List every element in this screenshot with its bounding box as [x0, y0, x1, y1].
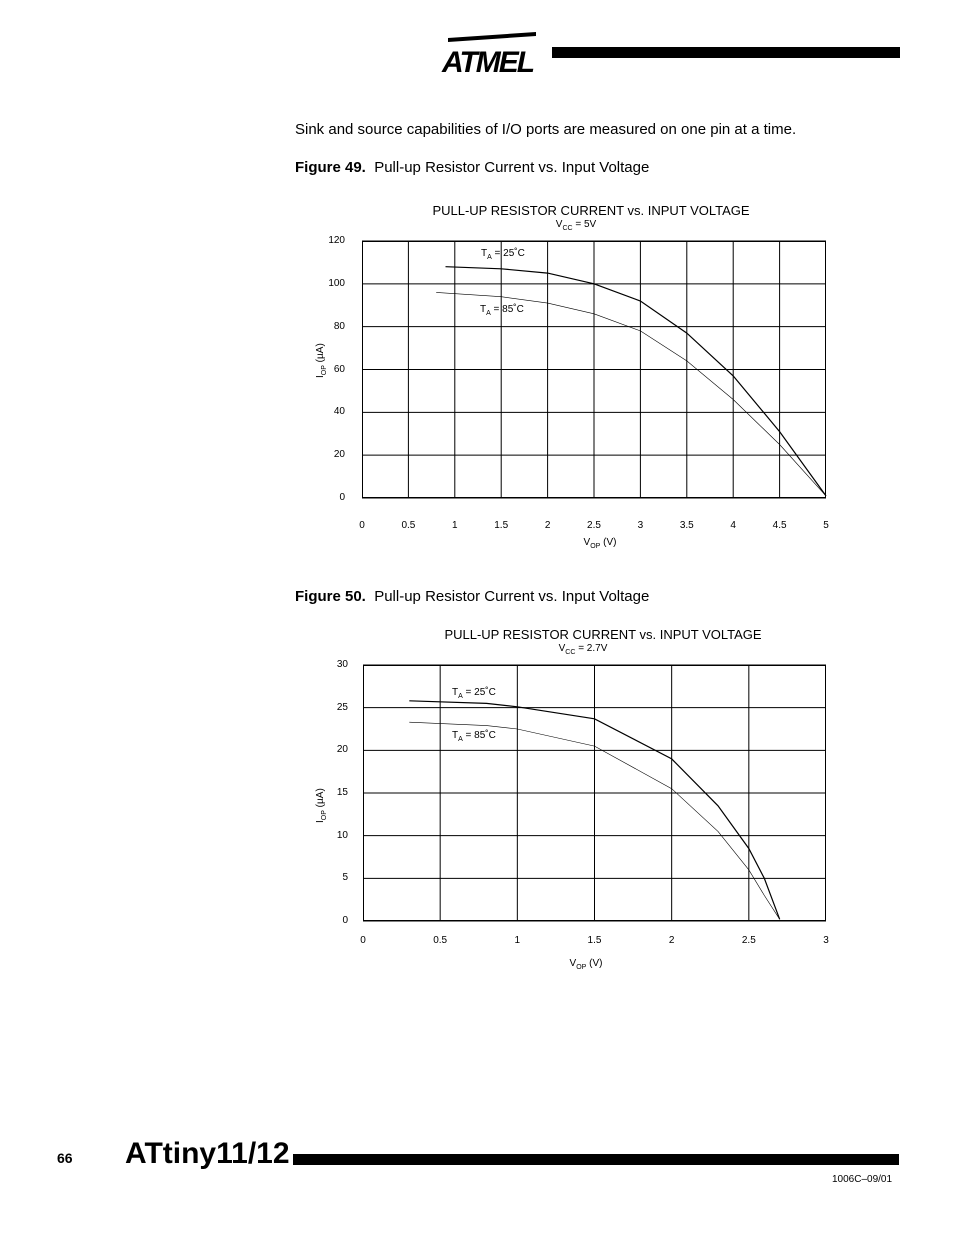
chart2-x-tick-label: 0.5: [433, 935, 448, 946]
chart1-y-tick-label: 0: [339, 492, 345, 503]
chart2-y-tick-label: 25: [336, 701, 348, 713]
chart1-y-tick-label: 80: [333, 320, 345, 332]
chart2-subtitle: $V_{CC} = 2.7V$: [558, 643, 608, 656]
chart2-y-tick-label: 10: [336, 829, 348, 841]
chart2-y-tick-label: 5: [342, 872, 348, 884]
chart1-x-axis-label: $V_{OP}$ (V): [583, 537, 617, 550]
chart1-x-tick-label: 0.5: [401, 520, 416, 531]
chart1-x-tick-label: 5: [823, 520, 829, 531]
chart1-y-tick-label: 40: [333, 406, 345, 418]
chart1-y-tick-label: 60: [333, 363, 345, 375]
footer-rule: [293, 1154, 899, 1165]
chart1-x-tick-label: 2: [544, 520, 551, 531]
chart2-x-tick-label: 2: [668, 935, 675, 946]
chart1-x-tick-label: 1.5: [494, 520, 509, 531]
chart2-series-label-25c: $T_A$ = 25˚C: [452, 687, 496, 700]
document-id: 1006C–09/01: [832, 1174, 893, 1185]
figure-49-text: Pull-up Resistor Current vs. Input Voltage: [374, 159, 650, 176]
chart1-x-tick-label: 4: [730, 520, 736, 531]
chart1-series-label-25c: $T_A$ = 25˚C: [481, 248, 525, 261]
chart2-y-tick-label: 0: [342, 915, 348, 926]
chart2-x-tick-label: 3: [823, 935, 829, 946]
chart1-title: PULL-UP RESISTOR CURRENT vs. INPUT VOLTAGE: [432, 203, 750, 218]
chart1-y-tick-label: 120: [328, 235, 345, 246]
chart1-x-tick-label: 4.5: [772, 520, 787, 531]
chart2-x-tick-label: 1.5: [587, 935, 602, 946]
chart2-x-tick-label: 2.5: [741, 935, 756, 946]
chart1-x-tick-label: 0: [359, 520, 365, 531]
chart2-x-tick-label: 1: [514, 935, 521, 946]
figure-50-label: Figure 50.: [295, 588, 366, 605]
chart1-subtitle: $V_{CC} = 5V$: [555, 219, 597, 232]
chart1-y-tick-label: 100: [328, 277, 345, 289]
chart2-y-tick-label: 20: [336, 744, 348, 756]
chart2-x-tick-label: 0: [360, 935, 366, 946]
figure-49-label: Figure 49.: [295, 159, 366, 176]
chart2-y-tick-label: 15: [336, 787, 348, 798]
chart1-x-tick-label: 1: [452, 520, 458, 531]
chart1-series-label-85c: $T_A$ = 85˚C: [480, 304, 524, 317]
chart2-series-label-85c: $T_A$ = 85˚C: [452, 730, 496, 743]
product-name: ATtiny11/12: [125, 1137, 290, 1170]
chart2-y-axis-label: $I_{OP}$ (µA): [315, 788, 328, 823]
chart2-title: PULL-UP RESISTOR CURRENT vs. INPUT VOLTAGE: [444, 627, 762, 642]
chart1-x-tick-label: 3: [637, 520, 644, 531]
svg-text:ATMEL: ATMEL: [442, 46, 534, 78]
figure-50-text: Pull-up Resistor Current vs. Input Voltage: [374, 588, 650, 605]
chart1-y-tick-label: 20: [333, 449, 345, 461]
chart1-x-tick-label: 3.5: [679, 520, 694, 531]
intro-paragraph: Sink and source capabilities of I/O ports are measured on one pin at a time.: [295, 121, 797, 138]
page-number: 66: [57, 1150, 73, 1166]
chart1-y-axis-label: $I_{OP}$ (µA): [315, 343, 328, 378]
chart1-x-tick-label: 2.5: [587, 520, 601, 531]
chart2-x-axis-label: $V_{OP}$ (V): [569, 958, 603, 971]
chart2-y-tick-label: 30: [336, 659, 348, 670]
